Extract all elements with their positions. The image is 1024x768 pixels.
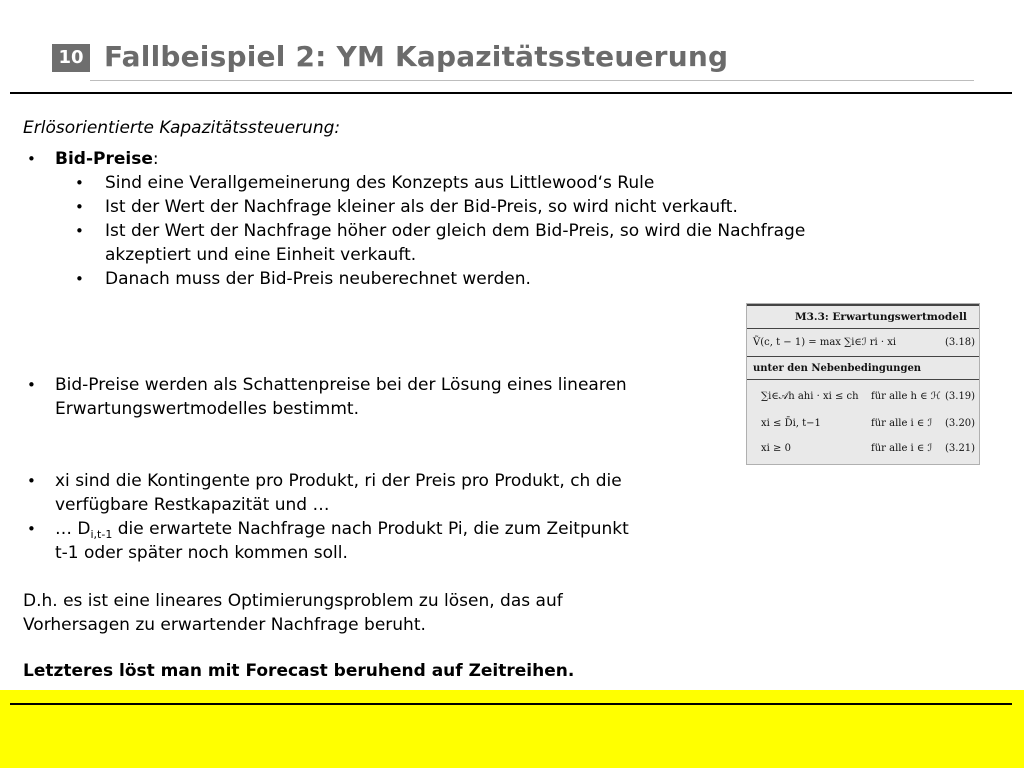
constraint-expr: ∑i∈𝒜h ahi · xi ≤ ch <box>761 391 859 402</box>
dh-line2: Vorhersagen zu erwartender Nachfrage beruht. <box>23 615 426 635</box>
sub-bullet-3-continued: akzeptiert und eine Einheit verkauft. <box>105 245 417 265</box>
sub-bullet-2: Ist der Wert der Nachfrage kleiner als der Bid-Preis, so wird nicht verkauft. <box>105 197 738 217</box>
sub-bullet-4: Danach muss der Bid-Preis neuberechnet werden. <box>105 269 531 289</box>
bullet-demand-line2: t-1 oder später noch kommen soll. <box>55 543 348 563</box>
constraint-number: (3.19) <box>945 391 976 402</box>
demand-rest: die erwartete Nachfrage nach Produkt Pi, die zum Zeitpunkt <box>112 519 629 539</box>
bullet-marker: • <box>27 150 36 168</box>
footer-divider <box>10 703 1012 705</box>
sub-bullet-marker: • <box>75 198 84 216</box>
bullet-marker: • <box>27 472 36 490</box>
model-constraints-label: unter den Nebenbedingungen <box>753 363 922 374</box>
sub-bullet-marker: • <box>75 222 84 240</box>
constraint-condition: für alle h ∈ ℋ <box>871 391 941 402</box>
constraint-number: (3.21) <box>945 443 976 454</box>
model-rule <box>747 379 979 380</box>
constraint-expr: xi ≤ D̄i, t−1 <box>761 418 821 429</box>
model-rule <box>747 328 979 329</box>
bullet-shadow-price-line2: Erwartungswertmodelles bestimmt. <box>55 399 359 419</box>
bullet-marker: • <box>27 520 36 538</box>
bid-colon: : <box>152 149 159 169</box>
bullet-demand-line1 <box>55 517 629 541</box>
footer-band <box>0 690 1024 768</box>
slide-title: Fallbeispiel 2: YM Kapazitätssteuerung <box>104 40 729 73</box>
conclusion-text: Letzteres löst man mit Forecast beruhend auf Zeitreihen. <box>23 661 575 681</box>
slide-number-badge: 10 <box>52 44 90 72</box>
section-heading: Erlösorientierte Kapazitätssteuerung: <box>23 118 341 138</box>
constraint-number: (3.20) <box>945 418 976 429</box>
demand-subscript: i,t-1 <box>90 528 113 541</box>
bullet-xi-line2: verfügbare Restkapazität und … <box>55 495 330 515</box>
model-formula-box <box>746 303 980 465</box>
constraint-condition: für alle i ∈ ℐ <box>871 443 933 454</box>
sub-bullet-marker: • <box>75 270 84 288</box>
bullet-marker: • <box>27 376 36 394</box>
sub-bullet-3: Ist der Wert der Nachfrage höher oder gleich dem Bid-Preis, so wird die Nachfrage <box>105 221 806 241</box>
header-divider <box>10 92 1012 94</box>
sub-bullet-marker: • <box>75 174 84 192</box>
bullet-shadow-price-line1: Bid-Preise werden als Schattenpreise bei der Lösung eines linearen <box>55 375 627 395</box>
model-rule <box>747 356 979 357</box>
model-objective-number: (3.18) <box>945 337 976 348</box>
bullet-xi-line1: xi sind die Kontingente pro Produkt, ri der Preis pro Produkt, ch die <box>55 471 622 491</box>
constraint-expr: xi ≥ 0 <box>761 443 791 454</box>
demand-prefix: … D <box>55 519 91 539</box>
dh-line1: D.h. es ist eine lineares Optimierungsproblem zu lösen, das auf <box>23 591 563 611</box>
bid-label: Bid-Preise <box>55 149 153 169</box>
model-top-rule <box>747 304 979 306</box>
model-title: M3.3: Erwartungswertmodell <box>795 311 967 323</box>
sub-bullet-1: Sind eine Verallgemeinerung des Konzepts aus Littlewood‘s Rule <box>105 173 655 193</box>
bullet-bid-preise <box>55 147 159 171</box>
constraint-condition: für alle i ∈ ℐ <box>871 418 933 429</box>
title-underline <box>90 80 974 81</box>
model-objective: Ṽ(c, t − 1) = max ∑i∈ℐ ri · xi <box>753 337 897 348</box>
